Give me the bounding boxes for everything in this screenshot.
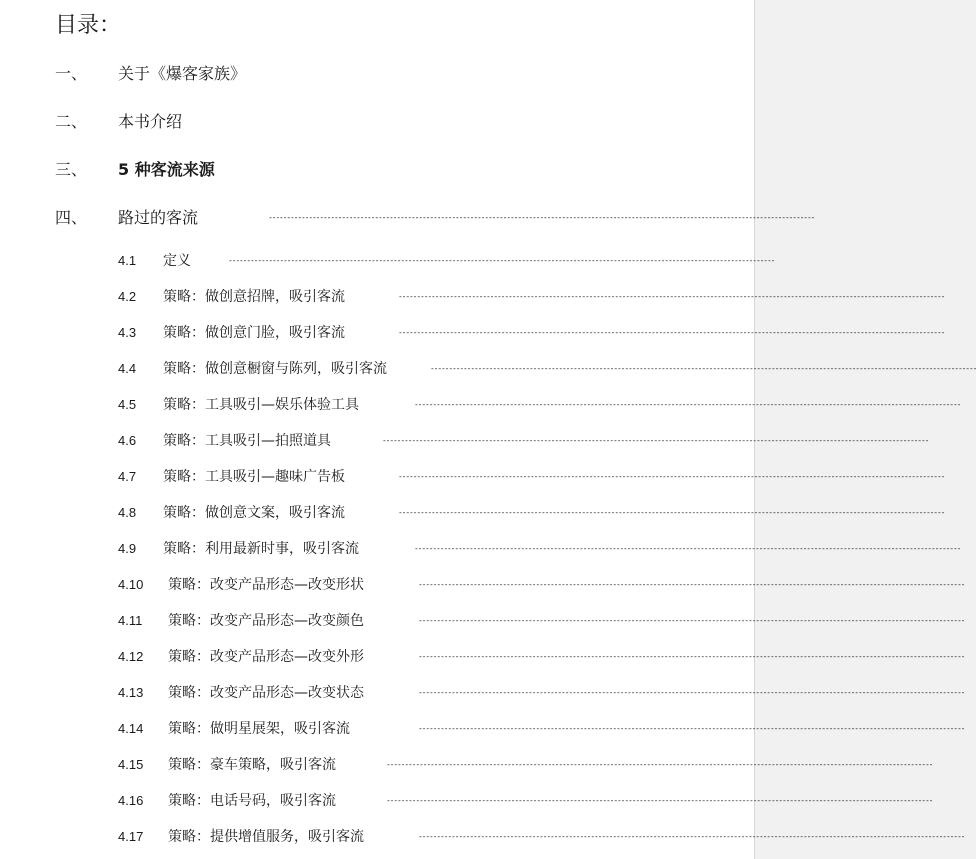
section-title: 策略：改变产品形态—改变颜色 <box>168 613 364 629</box>
toc-title: 目录： <box>55 13 122 38</box>
toc-section[interactable] <box>0 754 933 776</box>
section-title: 策略：做创意文案，吸引客流 <box>163 505 345 521</box>
dot-leader: ----------------------------------------------------------------------------------------------------------------------------------------------------- <box>418 724 965 733</box>
section-title: 策略：改变产品形态—改变形状 <box>168 577 364 593</box>
chapter-number: 四、 <box>55 208 88 227</box>
chapter-number: 三、 <box>55 160 88 179</box>
section-title: 策略：利用最新时事，吸引客流 <box>163 541 359 557</box>
chapter-title: 本书介绍 <box>118 112 183 131</box>
section-number: 4.13 <box>118 685 144 700</box>
section-number: 4.9 <box>118 541 137 556</box>
section-title: 策略：电话号码，吸引客流 <box>168 793 336 809</box>
section-number: 4.15 <box>118 757 144 772</box>
dot-leader: ----------------------------------------------------------------------------------------------------------------------------------------------------- <box>418 616 965 625</box>
section-title: 策略：改变产品形态—改变外形 <box>168 649 364 665</box>
section-title: 定义 <box>163 253 191 269</box>
chapter-title: 路过的客流 <box>118 208 199 227</box>
section-number: 4.1 <box>118 253 137 268</box>
section-number: 4.8 <box>118 505 137 520</box>
dot-leader: ----------------------------------------------------------------------------------------------------------------------------------------------------- <box>418 580 965 589</box>
toc-section[interactable] <box>0 322 945 344</box>
dot-leader: ----------------------------------------------------------------------------------------------------------------------------------------------------- <box>398 292 945 301</box>
toc-section[interactable] <box>0 790 933 812</box>
toc-section[interactable] <box>0 430 929 452</box>
section-number: 4.7 <box>118 469 137 484</box>
toc-section[interactable] <box>0 286 945 308</box>
dot-leader: ----------------------------------------------------------------------------------------------------------------------------------------------------- <box>414 400 961 409</box>
dot-leader: ----------------------------------------------------------------------------------------------------------------------------------------------------- <box>418 652 965 661</box>
section-title: 策略：提供增值服务，吸引客流 <box>168 829 364 845</box>
toc-section[interactable] <box>0 502 945 524</box>
section-number: 4.14 <box>118 721 144 736</box>
dot-leader: ----------------------------------------------------------------------------------------------------------------------------------------------------- <box>414 544 961 553</box>
toc-chapter[interactable] <box>0 109 754 135</box>
dot-leader: ----------------------------------------------------------------------------------------------------------------------------------------------------- <box>398 472 945 481</box>
toc-section[interactable] <box>0 574 965 596</box>
dot-leader: ----------------------------------------------------------------------------------------------------------------------------------------------------- <box>398 328 945 337</box>
section-number: 4.4 <box>118 361 137 376</box>
section-number: 4.12 <box>118 649 144 664</box>
section-title: 策略：改变产品形态—改变状态 <box>168 685 364 701</box>
dot-leader: ----------------------------------------------------------------------------------------------------------------------------------------------------- <box>418 832 965 841</box>
toc-chapter[interactable] <box>0 61 754 87</box>
dot-leader: ----------------------------------------------------------------------------------------------------------------------------------------------------- <box>418 688 965 697</box>
dot-leader: ----------------------------------------------------------------------------------------------------------------------------------------------------- <box>386 760 933 769</box>
section-title: 策略：工具吸引—拍照道具 <box>163 433 331 449</box>
toc-section[interactable] <box>0 538 961 560</box>
dot-leader: ----------------------------------------------------------------------------------------------------------------------------------------------------- <box>430 364 976 373</box>
section-number: 4.17 <box>118 829 144 844</box>
chapter-title: 5 种客流来源 <box>118 160 215 179</box>
section-title: 策略：豪车策略，吸引客流 <box>168 757 336 773</box>
section-number: 4.11 <box>118 613 143 628</box>
section-title: 策略：做明星展架，吸引客流 <box>168 721 350 737</box>
toc-section[interactable] <box>0 826 965 848</box>
toc-section[interactable] <box>0 466 945 488</box>
toc-chapter[interactable] <box>0 157 754 183</box>
toc-section[interactable] <box>0 394 961 416</box>
dot-leader: ----------------------------------------------------------------------------------------------------------------------------------------------------- <box>228 256 775 265</box>
toc-section[interactable] <box>0 358 976 380</box>
toc-section[interactable] <box>0 718 965 740</box>
chapter-title: 关于《爆客家族》 <box>118 64 247 83</box>
dot-leader: ----------------------------------------------------------------------------------------------------------------------------------------------------- <box>268 213 815 222</box>
section-title: 策略：工具吸引—娱乐体验工具 <box>163 397 359 413</box>
section-title: 策略：做创意招牌，吸引客流 <box>163 289 345 305</box>
toc-section[interactable] <box>0 646 965 668</box>
section-title: 策略：做创意门脸，吸引客流 <box>163 325 345 341</box>
section-title: 策略：做创意橱窗与陈列，吸引客流 <box>163 361 387 377</box>
dot-leader: ----------------------------------------------------------------------------------------------------------------------------------------------------- <box>398 508 945 517</box>
dot-leader: ----------------------------------------------------------------------------------------------------------------------------------------------------- <box>386 796 933 805</box>
toc-chapter[interactable] <box>0 205 815 231</box>
dot-leader: ----------------------------------------------------------------------------------------------------------------------------------------------------- <box>382 436 929 445</box>
section-number: 4.6 <box>118 433 137 448</box>
section-number: 4.10 <box>118 577 144 592</box>
section-number: 4.16 <box>118 793 144 808</box>
toc-section[interactable] <box>0 610 965 632</box>
chapter-number: 一、 <box>55 64 88 83</box>
section-number: 4.2 <box>118 289 137 304</box>
toc-section[interactable] <box>0 682 965 704</box>
section-number: 4.3 <box>118 325 137 340</box>
section-title: 策略：工具吸引—趣味广告板 <box>163 469 345 485</box>
toc-section[interactable] <box>0 250 775 272</box>
chapter-number: 二、 <box>55 112 88 131</box>
section-number: 4.5 <box>118 397 137 412</box>
